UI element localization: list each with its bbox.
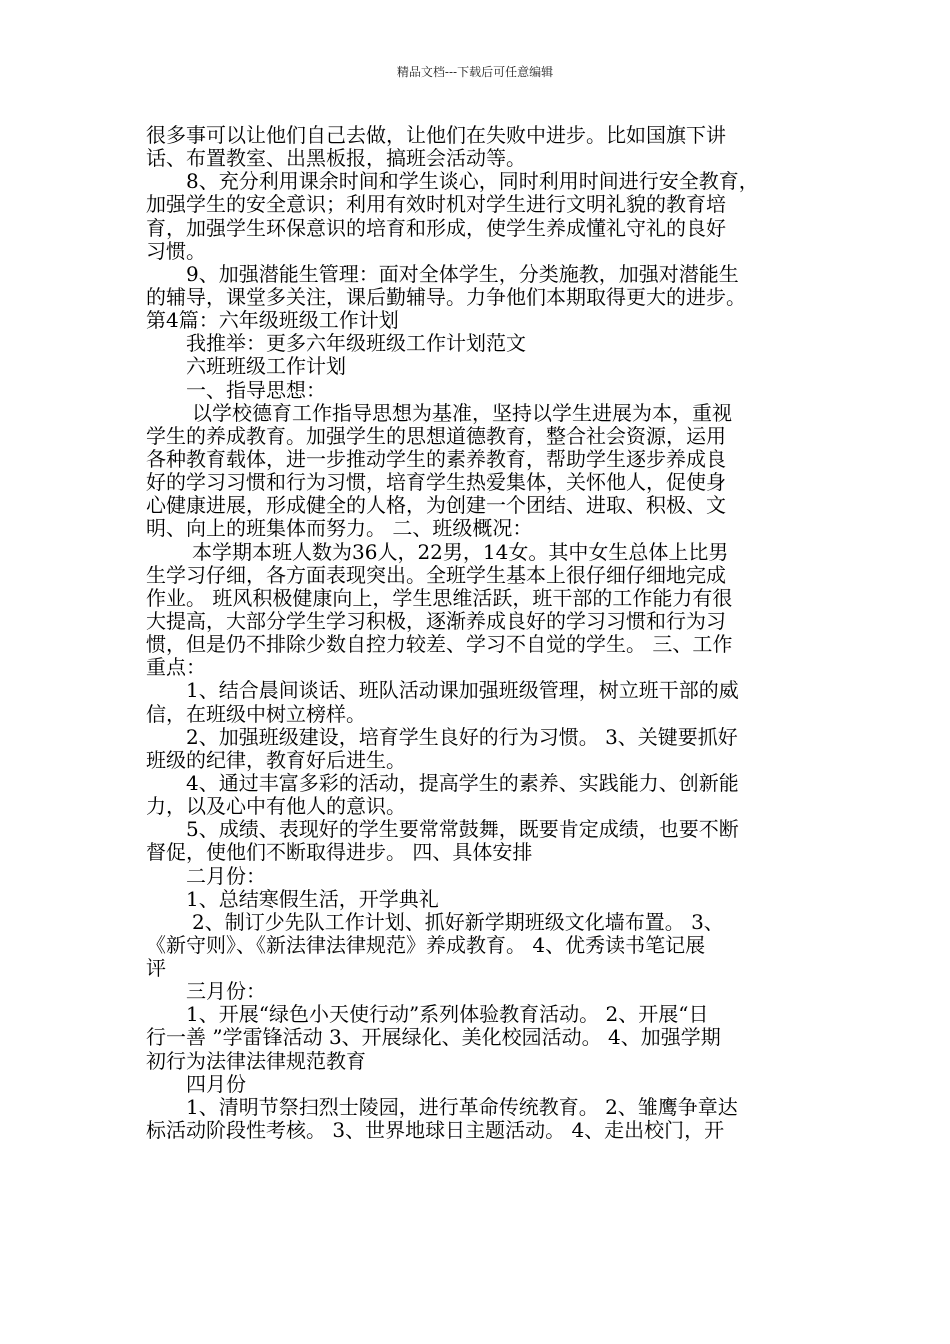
text-line: 明、向上的班集体而努力。 二、班级概况： — [146, 516, 533, 541]
text-line: 5、成绩、表现好的学生要常常鼓舞，既要肯定成绩，也要不断 — [186, 817, 739, 842]
text-line: 9、加强潜能生管理：面对全体学生，分类施教，加强对潜能生 — [186, 261, 739, 286]
text-line: 话、布置教室、出黑板报，搞班会活动等。 — [146, 146, 526, 171]
text-line: 六班班级工作计划 — [186, 354, 346, 379]
text-line: 四月份 — [186, 1071, 246, 1096]
text-line: 三月份： — [186, 979, 266, 1004]
text-line: 各种教育载体，进一步推动学生的素养教育，帮助学生逐步养成良 — [146, 446, 726, 471]
text-line: 的辅导，课堂多关注，课后勤辅导。力争他们本期取得更大的进步。 — [146, 284, 746, 309]
text-line: 第4篇：六年级班级工作计划 — [146, 308, 399, 333]
text-line: 1、结合晨间谈话、班队活动课加强班级管理，树立班干部的威 — [186, 678, 739, 703]
text-line: 作业。 班风积极健康向上，学生思维活跃，班干部的工作能力有很 — [146, 585, 733, 610]
text-line: 标活动阶段性考核。 3、世界地球日主题活动。 4、走出校门，开 — [146, 1118, 725, 1143]
text-line: 1、总结寒假生活，开学典礼 — [186, 886, 439, 911]
text-line: 生学习仔细，各方面表现突出。全班学生基本上很仔细仔细地完成 — [146, 562, 726, 587]
text-line: 好的学习习惯和行为习惯，培育学生热爱集体，关怀他人，促使身 — [146, 470, 726, 495]
text-line: 评 — [146, 956, 166, 981]
text-line: 加强学生的安全意识；利用有效时机对学生进行文明礼貌的教育培 — [146, 192, 726, 217]
text-line: 本学期本班人数为36人，22男，14女。其中女生总体上比男 — [192, 539, 729, 564]
text-line: 惯，但是仍不排除少数自控力较差、学习不自觉的学生。 三、工作 — [146, 632, 733, 657]
text-line: 班级的纪律，教育好后进生。 — [146, 747, 406, 772]
text-line: 4、通过丰富多彩的活动，提高学生的素养、实践能力、创新能 — [186, 770, 739, 795]
text-line: 学生的养成教育。加强学生的思想道德教育，整合社会资源，运用 — [146, 423, 726, 448]
document-body — [146, 124, 816, 1142]
text-line: 很多事可以让他们自己去做，让他们在失败中进步。比如国旗下讲 — [146, 123, 726, 147]
text-line: 1、开展“绿色小天使行动”系列体验教育活动。 2、开展“日 — [186, 1002, 709, 1027]
text-line: 信，在班级中树立榜样。 — [146, 701, 366, 726]
text-line: 习惯。 — [146, 238, 206, 263]
text-line: 我推举：更多六年级班级工作计划范文 — [186, 331, 526, 356]
text-line: 行一善 ”学雷锋活动 3、开展绿化、美化校园活动。 4、加强学期 — [146, 1025, 721, 1050]
text-line: 督促，使他们不断取得进步。 四、具体安排 — [146, 840, 533, 865]
text-line: 重点： — [146, 655, 206, 680]
page-header: 精品文档---下载后可任意编辑 — [396, 65, 554, 79]
text-line: 2、制订少先队工作计划、抓好新学期班级文化墙布置。 3、 — [192, 909, 724, 934]
text-line: 初行为法律法律规范教育 — [146, 1048, 366, 1073]
text-line: 力，以及心中有他人的意识。 — [146, 794, 406, 819]
text-line: 8、充分利用课余时间和学生谈心，同时利用时间进行安全教育， — [186, 169, 759, 194]
text-line: 二月份： — [186, 863, 266, 888]
text-line: 2、加强班级建设，培育学生良好的行为习惯。 3、关键要抓好 — [186, 724, 738, 749]
text-line: 1、清明节祭扫烈士陵园，进行革命传统教育。 2、雏鹰争章达 — [186, 1094, 738, 1119]
text-line: 大提高，大部分学生学习积极，逐渐养成良好的学习习惯和行为习 — [146, 608, 726, 633]
text-line: 育，加强学生环保意识的培育和形成，使学生养成懂礼守礼的良好 — [146, 215, 726, 240]
text-line: 一、指导思想： — [186, 377, 326, 402]
text-line: 《新守则》、《新法律法律规范》养成教育。 4、优秀读书笔记展 — [146, 932, 706, 957]
text-line: 心健康进展，形成健全的人格，为创建一个团结、进取、积极、文 — [146, 493, 726, 518]
text-line: 以学校德育工作指导思想为基准，坚持以学生进展为本，重视 — [192, 400, 732, 425]
